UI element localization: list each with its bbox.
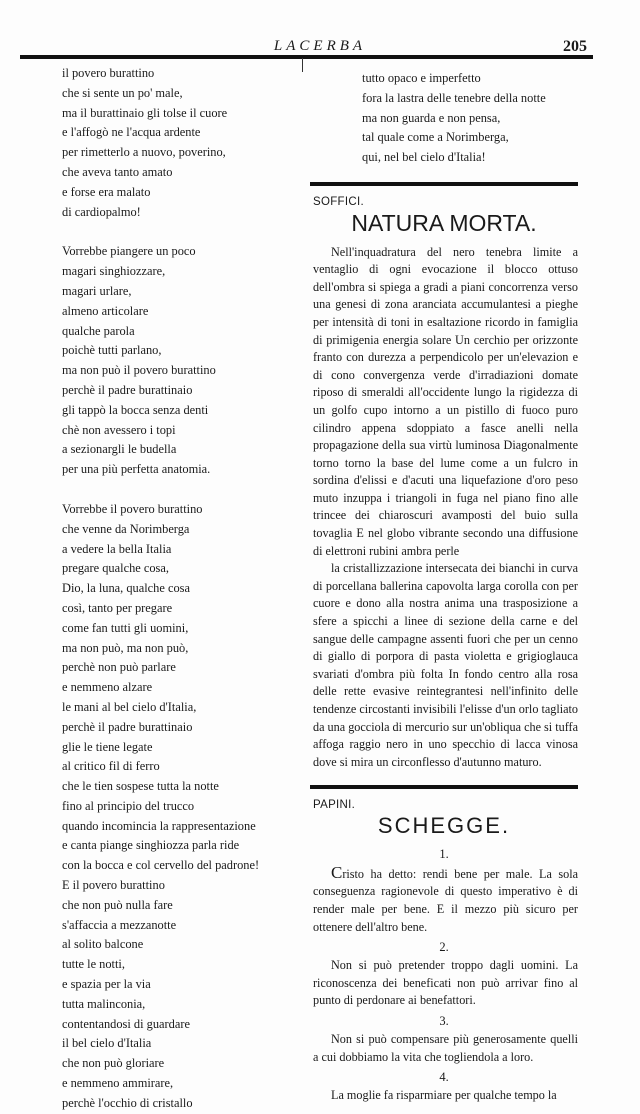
aphorism-text: Non si può pretender troppo dagli uomini. La riconoscenza dei beneficati non può arrivar fino al punto di perdonare ai benefattori. [313,958,578,1008]
aphorism-text: Non si può compensare più generosamente quelli a cui dobbiamo la vita che togliendola a loro. [313,1031,578,1064]
poem-line: fino al principio del trucco [62,798,195,813]
poem-line: Vorrebbe il povero burattino [62,501,203,516]
poem-line: a sezionargli le budella [62,442,177,457]
poem-line: almeno articolare [62,303,149,318]
poem-line: per una più perfetta anatomia. [62,462,211,477]
poem-line: tutto opaco e imperfetto [362,71,481,85]
poem-line: perchè l'occhio di cristallo [62,1095,193,1110]
column-divider [302,58,303,72]
poem-line: e canta piange singhiozza parla ride [62,838,240,853]
section-rule-2 [310,785,578,789]
header-rule [20,55,593,59]
poem-line: fora la lastra delle tenebre della notte [362,90,546,105]
poem-line: e nemmeno alzare [62,680,153,695]
poem-line: il bel cielo d'Italia [62,1036,152,1051]
poem-line: s'affaccia a mezzanotte [62,917,177,932]
drop-cap: C [331,862,343,882]
section-number: 4. [439,1070,449,1085]
poem-line: al solito balcone [62,937,144,952]
poem-line: come fan tutti gli uomini, [62,620,189,635]
poem-line: e nemmeno ammirare, [62,1076,174,1091]
section-rule-1 [310,182,578,186]
stanza-break [62,480,298,500]
page-number: 205 [563,38,587,55]
poem-line: tal quale come a Norimberga, [362,130,509,145]
poem-line: chè non avessero i topi [62,422,176,437]
poem-line: e forse era malato [62,184,151,199]
stanza-break [62,222,298,242]
poem-line: così, tanto per pregare [62,600,173,615]
poem-line: le mani al bel cielo d'Italia, [62,699,197,714]
poem-line: pregare qualche cosa, [62,561,169,576]
poem-line: tutte le notti, [62,957,125,972]
poem-line: di cardiopalmo! [62,204,141,219]
poem-line: che non può nulla fare [62,897,173,912]
aphorism-4 [313,1087,578,1105]
poem-line: il povero burattino [62,66,155,80]
poem-left-column [62,64,298,1114]
poem-line: e l'affogò ne l'acqua ardente [62,125,201,140]
poem-line: per rimetterlo a nuovo, poverino, [62,145,226,160]
poem-line: al critico fil di ferro [62,759,160,774]
right-column [310,69,578,1105]
poem-line: ma non può, ma non può, [62,640,189,655]
poem-line: che le tien sospese tutta la notte [62,779,219,794]
poem-line: poichè tutti parlano, [62,343,162,358]
article-title-natura-morta: NATURA MORTA. [351,209,537,236]
aphorism-text: risto ha detto: rendi bene per male. La sola conseguenza ragionevole di questo imperativo è di render male per bene. E il mezzo più sicuro per ottenere dell'altro bene. [313,866,578,934]
poem-line: perchè il padre burattinaio [62,382,193,397]
poem-line: qualche parola [62,323,135,338]
author-papini: PAPINI. [313,799,356,812]
aphorism-1 [313,864,578,936]
poem-line: ma non guarda e non pensa, [362,110,501,125]
section-number: 3. [439,1013,449,1028]
poem-line: contentandosi di guardare [62,1016,190,1031]
poem-line: magari urlare, [62,283,132,298]
poem-line: perchè non può parlare [62,660,176,675]
article-body-natura-morta [313,244,578,772]
section-number: 1. [439,846,449,861]
author-soffici: SOFFICI. [313,195,364,208]
poem-line: Vorrebbe piangere un poco [62,244,196,259]
poem-line: che si sente un po' male, [62,85,183,100]
poem-line: tutta malinconia, [62,996,146,1011]
poem-line: e spazia per la via [62,977,151,992]
paragraph: la cristallizzazione intersecata dei bianchi in curva di porcellana ballerina capovolta larga corolla con per cuore e dono alla nostra anima una trasposizione a sfere a spicchi a linee di sezione della carne e del sangue delle campagne assenti fuori che per un cenno di giallo di porpora di pasta violetta e grigioglauca svariati d'ombra più folta In fondo centro alla rosa delle rette evasive reintegrantesi nell'infinito delle tendenze circostanti invisibili l'elisse d'un orlo tagliato da una gocciola di mercurio sur un'obliqua che si tuffa affoga raggio nero in uno specchio di lacca vinosa dove si mira un circonflesso d'autunno maturo. [313,561,579,769]
poem-line: con la bocca e col cervello del padrone! [62,858,260,873]
poem-line: che non può gloriare [62,1056,165,1071]
section-number: 2. [439,940,449,955]
journal-title: LACERBA [273,38,367,54]
aphorism-3 [313,1031,578,1066]
poem-line: ma non può il povero burattino [62,363,216,378]
poem-line: glie le tiene legate [62,739,153,754]
poem-line: che venne da Norimberga [62,521,190,536]
aphorism-2 [313,957,578,1010]
poem-line: perchè il padre burattinaio [62,719,193,734]
paragraph: Nell'inquadratura del nero tenebra limite a ventaglio di ogni evocazione il blocco ottuso dell'ombra si spiega a gradi a piani concorrenza verso una genesi di zona aranciata accumulantesi a pieghe per intensità di toni in esaltazione ricordo in famiglia di primigenia energia solare Un cerchio per orizzonte franto con durezza a perpendicolo per un'elevazion e di cono convergenza verde d'irradiazioni domate riposo di smeraldi all'occidente lungo la rigidezza di un golfo cupo intorno a un pistillo di fuoco puro cilindro appena sdoppiato a fasce anelli nella propagazione della sua virtù luminosa Diagonalmente torno torno la base del lume come a un fulcro in sordina d'elissi e d'acuti una liquefazione d'oro peso muto inzuppa i triangoli in fuga nel piano fino alle trincee dei chiaroscuri avamposti del buio sulla tovaglia E nel globo vibrante secondo una diffusione di elettroni rubini ambra perle [313,244,578,558]
poem-line: che aveva tanto amato [62,164,173,179]
aphorism-text: La moglie fa risparmiare per qualche tempo la [331,1088,557,1103]
poem-line: qui, nel bel cielo d'Italia! [362,150,486,165]
article-title-schegge: SCHEGGE. [377,813,511,839]
poem-line: quando incomincia la rappresentazione [62,818,256,833]
poem-continuation [362,69,578,168]
poem-line: ma il burattinaio gli tolse il cuore [62,105,228,120]
poem-line: a vedere la bella Italia [62,541,172,556]
poem-line: E il povero burattino [62,878,165,893]
poem-line: Dio, la luna, qualche cosa [62,581,190,596]
poem-line: gli tappò la bocca senza denti [62,402,209,417]
poem-line: magari singhiozzare, [62,264,166,279]
